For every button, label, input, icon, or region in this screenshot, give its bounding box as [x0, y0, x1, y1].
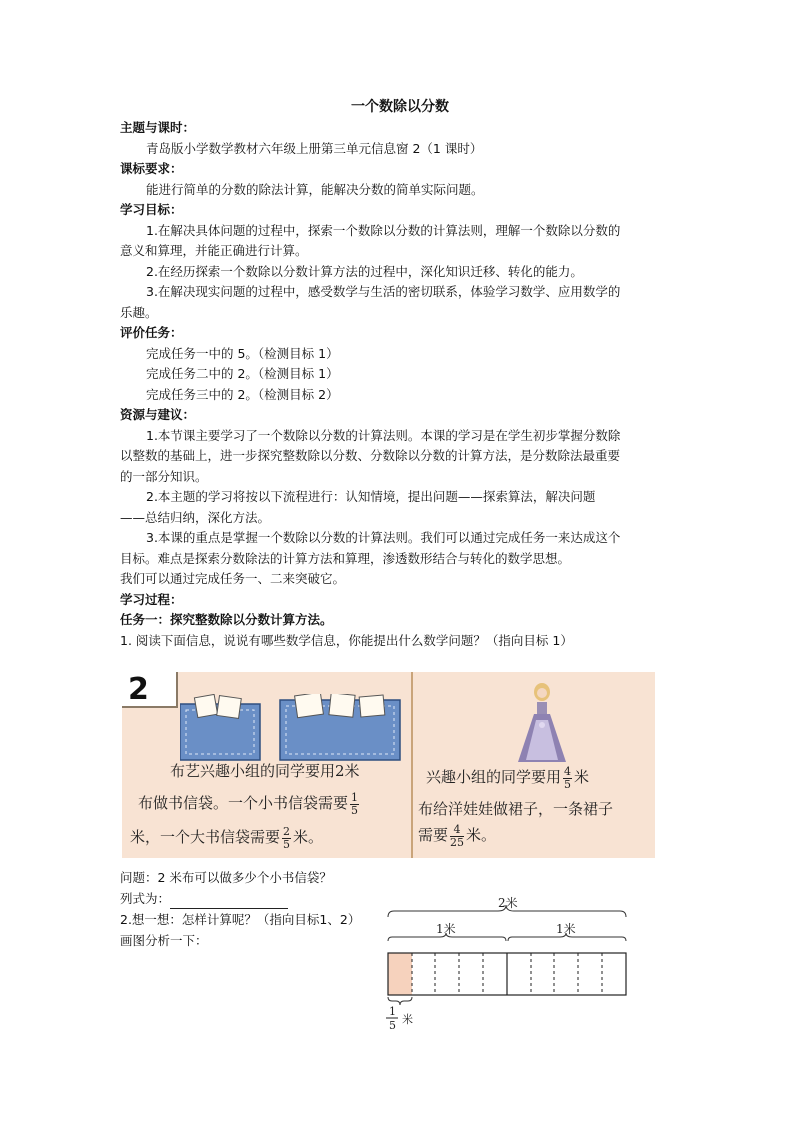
left-text-line-3-text: 米，一个大书信袋需要	[130, 828, 281, 846]
fraction-two-fifths	[282, 826, 291, 851]
res-1-line-a: 1.本节课主要学习了一个数除以分数的计算法则。本课的学习是在学生初步掌握分数除	[146, 427, 621, 443]
window-number: 2	[122, 672, 178, 708]
left-meter-label: 1米	[436, 922, 456, 936]
line-diagram	[380, 893, 634, 1033]
right-text-line-1	[426, 764, 589, 791]
fraction-numerator: 1	[351, 790, 359, 804]
fraction-denominator: 5	[283, 837, 291, 851]
unit-suffix: 米	[402, 1013, 413, 1026]
formula-blank[interactable]	[170, 896, 288, 909]
fraction-denominator: 25	[450, 835, 465, 849]
unit-shade	[388, 953, 412, 995]
think-line: 2.想一想：怎样计算呢？（指向目标1、2）	[120, 912, 361, 927]
process-heading: 学习过程：	[120, 591, 183, 607]
topic-text: 青岛版小学数学教材六年级上册第三单元信息窗 2（1 课时）	[146, 140, 483, 156]
res-1-line-b: 以整数的基础上，进一步探究整数除以分数、分数除以分数的计算方法，是分数除法最重要	[120, 448, 621, 463]
eval-1: 完成任务一中的 5。（检测目标 1）	[146, 345, 339, 361]
res-3-line-b: 目标。难点是探索分数除法的计算方法和算理，渗透数形结合与转化的数学思想。	[120, 550, 571, 566]
fraction-four-twentyfifths	[450, 824, 464, 849]
question-text: 问题：2 米布可以做多少个小书信袋？	[120, 870, 332, 885]
goal-1-line-b: 意义和算理，并能正确进行计算。	[120, 243, 308, 258]
left-text-line-3-end: 米。	[293, 828, 324, 846]
left-text-line-2-text: 布做书信袋。一个小书信袋需要	[138, 794, 349, 812]
right-meter-label: 1米	[556, 922, 576, 936]
unit-denominator: 5	[389, 1019, 396, 1032]
fraction-four-fifths	[563, 766, 572, 791]
goal-3-line-b: 乐趣。	[120, 304, 158, 320]
goal-3-line-a: 3.在解决现实问题的过程中，感受数学与生活的密切联系，体验学习数学、应用数学的	[146, 284, 621, 299]
res-3-line-c: 我们可以通过完成任务一、二来突破它。	[120, 571, 346, 586]
info-window-banner	[122, 672, 655, 858]
goal-2: 2.在经历探索一个数除以分数计算方法的过程中，深化知识迁移、转化的能力。	[146, 263, 583, 279]
res-3-line-a: 3.本课的重点是掌握一个数除以分数的计算法则。我们可以通过完成任务一来达成这个	[146, 530, 621, 545]
draw-line: 画图分析一下：	[120, 933, 208, 948]
left-text-line-3	[130, 824, 323, 851]
fraction-denominator: 5	[351, 803, 359, 817]
page-title: 一个数除以分数	[351, 99, 449, 115]
banner-divider	[411, 672, 413, 858]
right-text-line-3-text: 需要	[418, 826, 449, 844]
fraction-numerator: 4	[450, 824, 464, 837]
doll-illustration	[512, 680, 572, 764]
left-text-line-1: 布艺兴趣小组的同学要用2米	[170, 762, 360, 780]
unit-brace	[388, 997, 412, 1005]
question-1: 1. 阅读下面信息，说说有哪些数学信息，你能提出什么数学问题？（指向目标 1）	[120, 632, 573, 648]
eval-heading: 评价任务：	[120, 325, 183, 340]
right-text-line-1-text: 兴趣小组的同学要用	[426, 768, 562, 786]
standard-heading: 课标要求：	[120, 161, 183, 176]
goals-heading: 学习目标：	[120, 202, 183, 217]
after-banner-block	[120, 867, 360, 951]
formula-label: 列式为：	[120, 891, 171, 906]
eval-3: 完成任务三中的 2。（检测目标 2）	[146, 386, 339, 402]
right-text-line-3-end: 米。	[466, 826, 497, 844]
task-1-heading: 任务一：探究整数除以分数计算方法。	[120, 612, 333, 627]
large-pocket	[280, 694, 400, 760]
formula-line	[120, 888, 360, 909]
fraction-denominator: 5	[564, 777, 572, 791]
standard-text: 能进行简单的分数的除法计算，能解决分数的简单实际问题。	[146, 181, 484, 197]
goal-1-line-a: 1.在解决具体问题的过程中，探索一个数除以分数的计算法则，理解一个数除以分数的	[146, 222, 621, 238]
small-pocket	[180, 694, 260, 760]
res-2-line-b: ——总结归纳，深化方法。	[120, 509, 271, 525]
fraction-one-fifth	[350, 792, 359, 817]
right-text-line-1-end: 米	[574, 768, 590, 786]
topic-heading: 主题与课时：	[120, 120, 196, 135]
right-text-line-2: 布给洋娃娃做裙子，一条裙子	[418, 800, 614, 818]
resources-heading: 资源与建议：	[120, 407, 196, 422]
eval-2: 完成任务二中的 2。（检测目标 1）	[146, 366, 339, 381]
right-text-line-3	[418, 822, 496, 849]
unit-numerator: 1	[389, 1005, 396, 1018]
res-2-line-a: 2.本主题的学习将按以下流程进行：认知情境，提出问题——探索算法，解决问题	[146, 489, 596, 504]
fraction-numerator: 2	[283, 824, 291, 838]
left-text-line-2	[138, 790, 361, 817]
fraction-numerator: 4	[564, 764, 572, 778]
total-length-label: 2米	[498, 896, 518, 910]
res-1-line-c: 的一部分知识。	[120, 468, 208, 484]
pocket-illustration	[180, 694, 402, 766]
